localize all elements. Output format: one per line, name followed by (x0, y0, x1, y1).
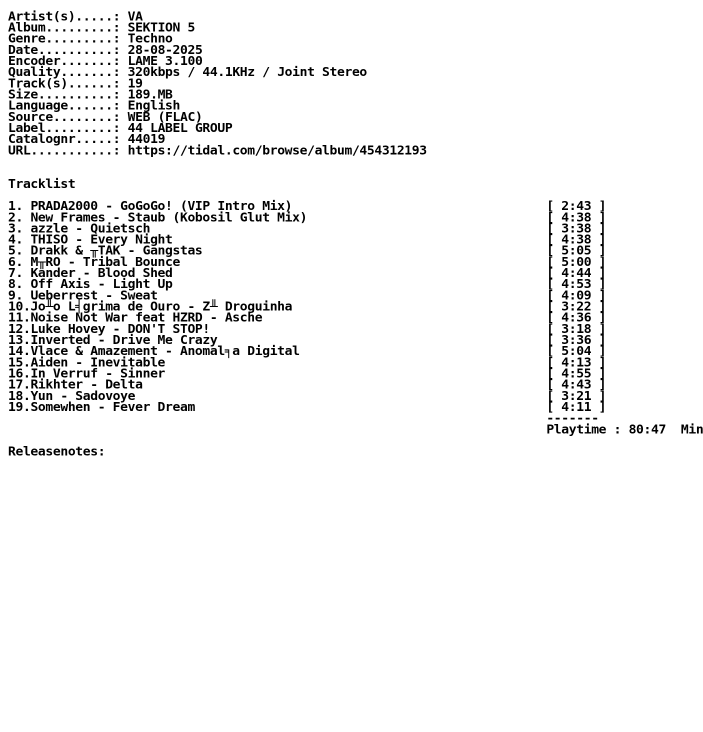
info-value: Techno (127, 32, 173, 47)
track-time: [ 4:11 ] (546, 400, 607, 415)
track-number: 19. (8, 400, 31, 415)
info-separator: : (112, 121, 128, 136)
info-value: 44 LABEL GROUP (127, 121, 233, 136)
track-title: M╥RO - Tribal Bounce (30, 255, 180, 270)
info-key: Track(s)...... (8, 77, 113, 92)
playtime-line (8, 425, 703, 436)
playtime: Playtime : 80:47 Min (546, 423, 703, 438)
track-title: Inverted - Drive Me Crazy (30, 333, 218, 348)
info-key: Encoder....... (8, 54, 113, 69)
track-number: 13. (8, 333, 31, 348)
info-key: Label......... (8, 121, 113, 136)
track-time: [ 5:05 ] (546, 244, 607, 259)
track-time: [ 4:43 ] (546, 378, 607, 393)
track-number: 2. (8, 211, 31, 225)
track-number: 14. (8, 344, 31, 359)
blank-line (8, 157, 703, 168)
track-number: 11. (8, 311, 31, 326)
info-key: Genre......... (8, 32, 113, 47)
blank-line (8, 168, 703, 179)
track-time: [ 3:36 ] (546, 333, 607, 348)
info-line-url (8, 146, 703, 157)
track-time: [ 4:36 ] (546, 311, 607, 326)
info-value: 19 (127, 77, 143, 92)
divider: ------- (546, 411, 599, 426)
track-title: Vlace & Amazement - Anomal╕a Digital (30, 344, 300, 359)
info-separator: : (112, 54, 128, 69)
blank-line (8, 436, 703, 447)
info-key: Quality....... (8, 65, 113, 80)
info-separator: : (112, 88, 128, 103)
info-key: Date.......... (8, 43, 113, 58)
track-number: 8. (8, 277, 31, 292)
tracklist (8, 199, 703, 415)
info-separator: : (112, 77, 128, 92)
track-title: Somewhen - Fever Dream (30, 400, 195, 415)
info-separator: : (112, 32, 128, 47)
info-separator: : (112, 21, 128, 36)
nfo-document (8, 12, 703, 458)
info-value: LAME 3.100 (127, 54, 203, 69)
track-number: 9. (8, 289, 31, 304)
track-number: 5. (8, 244, 31, 259)
info-key: Album......... (8, 21, 113, 36)
track-title: THISO - Every Night (30, 233, 173, 248)
track-time: [ 3:18 ] (546, 322, 607, 337)
track-number: 16. (8, 367, 31, 382)
info-value: English (127, 99, 180, 114)
track-time: [ 5:04 ] (546, 344, 607, 359)
info-separator: : (112, 110, 128, 125)
info-key: URL........... (8, 144, 113, 159)
info-value: https://tidal.com/browse/album/454312193 (127, 144, 427, 159)
track-time: [ 3:38 ] (546, 222, 607, 237)
track-number: 15. (8, 356, 31, 371)
track-time: [ 3:21 ] (546, 389, 607, 404)
track-time: [ 4:55 ] (546, 367, 607, 382)
track-title: Jo╨o L╡grima de Ouro - Z╨ Droguinha (30, 300, 293, 315)
info-value: 320kbps / 44.1KHz / Joint Stereo (127, 65, 367, 80)
info-separator: : (112, 144, 128, 159)
info-separator: : (112, 10, 128, 25)
info-key: Artist(s)..... (8, 10, 113, 25)
track-time: [ 4:38 ] (546, 233, 607, 248)
info-separator: : (112, 43, 128, 58)
track-title: PRADA2000 - GoGoGo! (VIP Intro Mix) (30, 199, 293, 214)
info-value: VA (127, 10, 143, 25)
track-number: 18. (8, 389, 31, 404)
track-time: [ 4:13 ] (546, 356, 607, 371)
info-value: 28-08-2025 (127, 43, 203, 58)
track-number: 1. (8, 199, 31, 214)
track-title: Off Axis - Light Up (30, 277, 173, 292)
track-number: 4. (8, 233, 31, 248)
track-time: [ 2:43 ] (546, 199, 607, 214)
track-title: azzle - Quietsch (30, 222, 151, 237)
track-number: 17. (8, 378, 31, 393)
track-time: [ 4:53 ] (546, 277, 607, 292)
track-number: 6. (8, 255, 31, 270)
track-title: Aiden - Inevitable (30, 356, 166, 371)
releasenotes-heading: Releasenotes: (8, 445, 106, 460)
track-number: 7. (8, 266, 31, 281)
track-title: Ueberrest - Sweat (30, 289, 158, 304)
track-time: [ 4:44 ] (546, 266, 607, 281)
track-title: New Frames - Staub (Kobosil Glut Mix) (30, 211, 308, 225)
info-key: Catalognr..... (8, 132, 113, 147)
track-number: 3. (8, 222, 31, 237)
tracklist-heading: Tracklist (8, 177, 76, 192)
info-key: Size.......... (8, 88, 113, 103)
info-value: SEKTION 5 (127, 21, 195, 36)
info-value: 189.MB (127, 88, 173, 103)
info-separator: : (112, 132, 128, 147)
track-time: [ 5:00 ] (546, 255, 607, 270)
track-title: Rikhter - Delta (30, 378, 143, 393)
info-key: Language...... (8, 99, 113, 114)
track-title: Noise Not War feat HZRD - Asche (30, 311, 263, 326)
info-separator: : (112, 99, 128, 114)
track-time: [ 4:38 ] (546, 211, 607, 225)
track-title: Luke Hovey - DON'T STOP! (30, 322, 210, 337)
info-value: 44019 (127, 132, 166, 147)
info-separator: : (112, 65, 128, 80)
track-title: In Verruf - Sinner (30, 367, 166, 382)
track-number: 10. (8, 300, 31, 315)
track-title: Yun - Sadovoye (30, 389, 136, 404)
info-value: WEB (FLAC) (127, 110, 203, 125)
track-title: Drakk & ╥TAK - Gangstas (30, 244, 203, 259)
info-key: Source........ (8, 110, 113, 125)
track-time: [ 3:22 ] (546, 300, 607, 315)
track-title: Kander - Blood Shed (30, 266, 173, 281)
track-number: 12. (8, 322, 31, 337)
track-time: [ 4:09 ] (546, 289, 607, 304)
